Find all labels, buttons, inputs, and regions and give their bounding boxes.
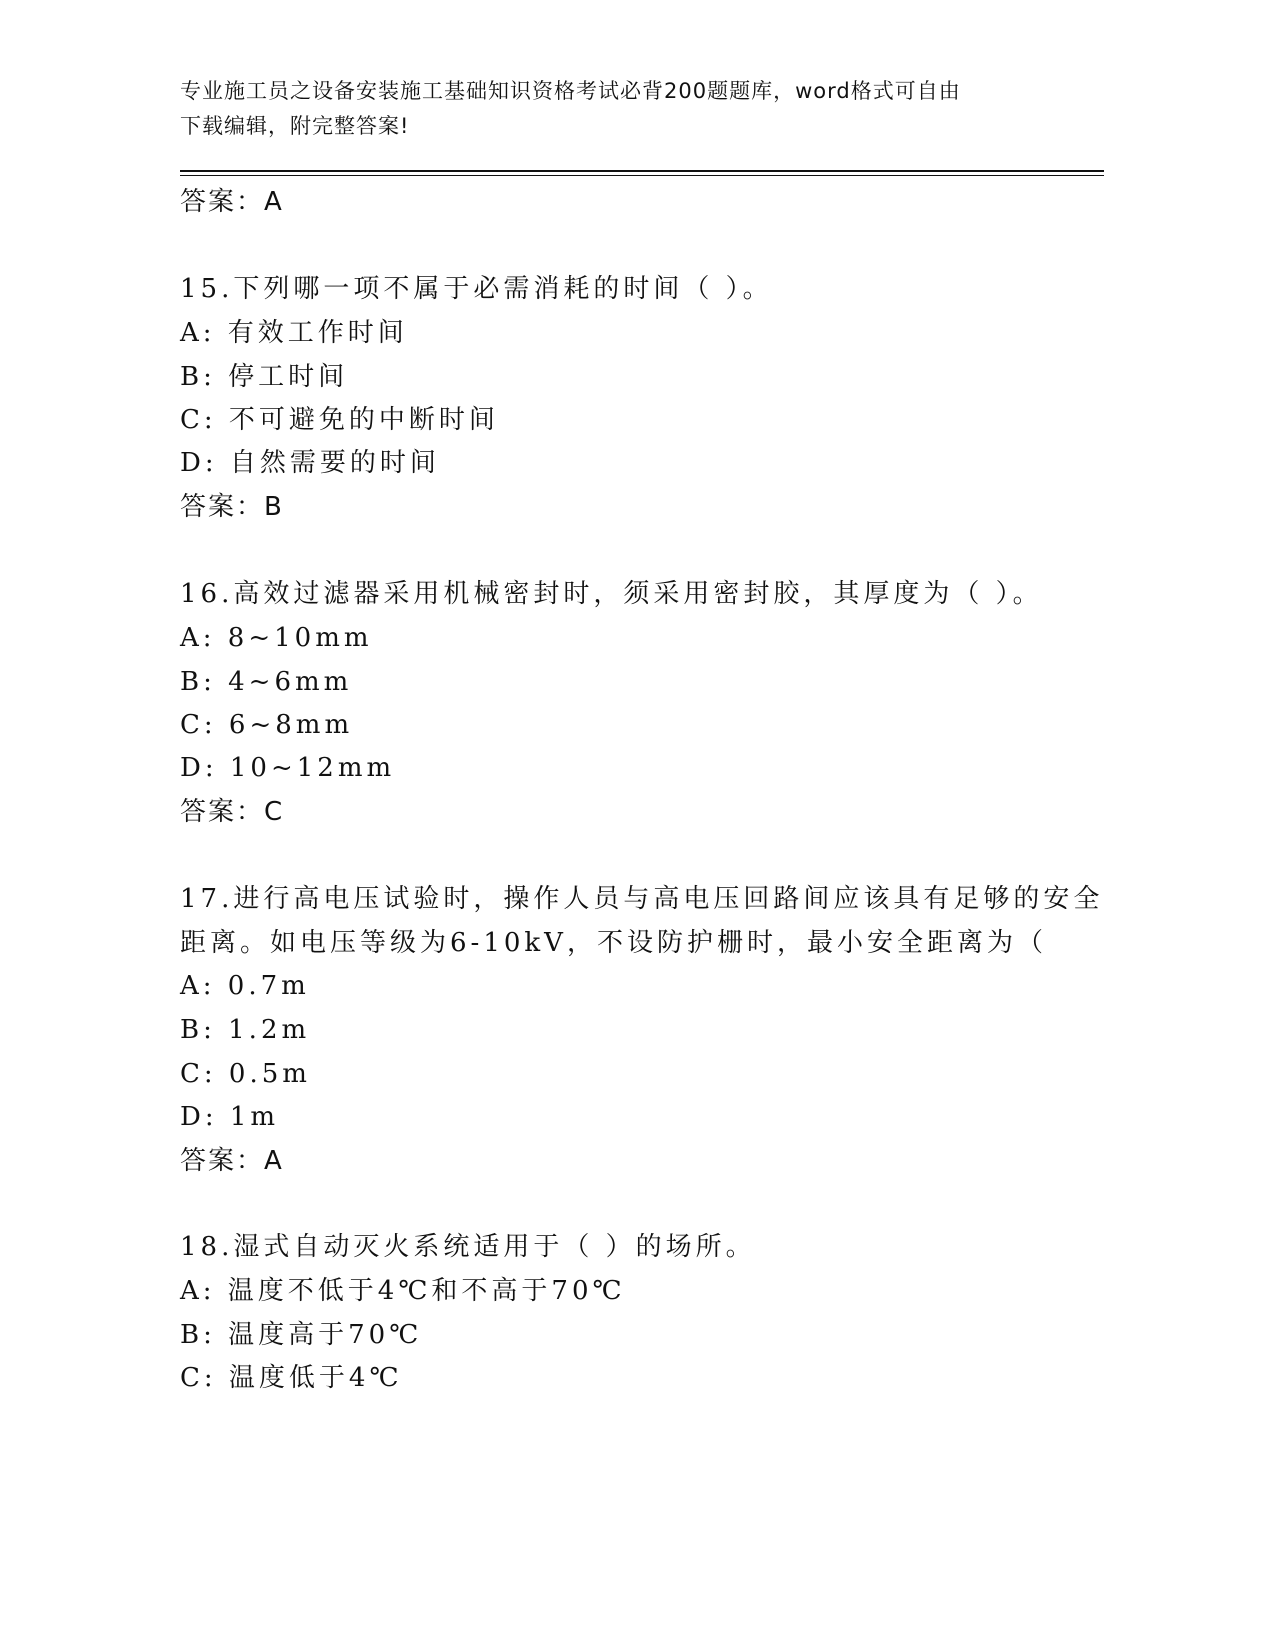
previous-answer: 答案：A bbox=[180, 187, 284, 217]
question-17-answer: 答案：A bbox=[180, 1146, 284, 1176]
header-line-1: 专业施工员之设备安装施工基础知识资格考试必背200题题库，word格式可自由 bbox=[180, 79, 961, 103]
question-16-answer: 答案：C bbox=[180, 797, 285, 827]
question-15-option-b: B: 停工时间 bbox=[180, 362, 349, 392]
question-15-option-c: C: 不可避免的中断时间 bbox=[180, 405, 499, 435]
header-rule-thick bbox=[180, 170, 1104, 172]
question-17-stem-line-1: 17.进行高电压试验时，操作人员与高电压回路间应该具有足够的安全 bbox=[180, 884, 1104, 914]
document-header bbox=[180, 74, 1040, 144]
header-line-2: 下载编辑，附完整答案! bbox=[180, 114, 410, 138]
question-16-option-c: C: 6~8mm bbox=[180, 710, 354, 740]
question-16-option-a: A: 8~10mm bbox=[180, 623, 373, 653]
question-15-answer: 答案：B bbox=[180, 492, 284, 522]
question-17-stem-line-2: 距离。如电压等级为6-10kV，不设防护栅时，最小安全距离为（ bbox=[180, 928, 1047, 958]
question-15-stem: 15.下列哪一项不属于必需消耗的时间（ ）。 bbox=[180, 274, 773, 304]
question-17-option-b: B: 1.2m bbox=[180, 1015, 311, 1045]
header-rule-thin bbox=[180, 175, 1104, 176]
question-18-option-b: B: 温度高于70℃ bbox=[180, 1320, 423, 1350]
question-18-stem: 18.湿式自动灭火系统适用于（ ）的场所。 bbox=[180, 1232, 756, 1262]
question-17-option-c: C: 0.5m bbox=[180, 1059, 311, 1089]
question-16-stem: 16.高效过滤器采用机械密封时，须采用密封胶，其厚度为（ ）。 bbox=[180, 579, 1043, 609]
question-18-option-c: C: 温度低于4℃ bbox=[180, 1363, 403, 1393]
question-18-option-a: A: 温度不低于4℃和不高于70℃ bbox=[180, 1276, 626, 1306]
question-15-option-a: A: 有效工作时间 bbox=[180, 318, 408, 348]
question-17-option-a: A: 0.7m bbox=[180, 971, 310, 1001]
question-15-option-d: D: 自然需要的时间 bbox=[180, 448, 440, 478]
question-16-option-d: D: 10~12mm bbox=[180, 753, 396, 783]
question-17-option-d: D: 1m bbox=[180, 1102, 280, 1132]
question-16-option-b: B: 4~6mm bbox=[180, 667, 353, 697]
